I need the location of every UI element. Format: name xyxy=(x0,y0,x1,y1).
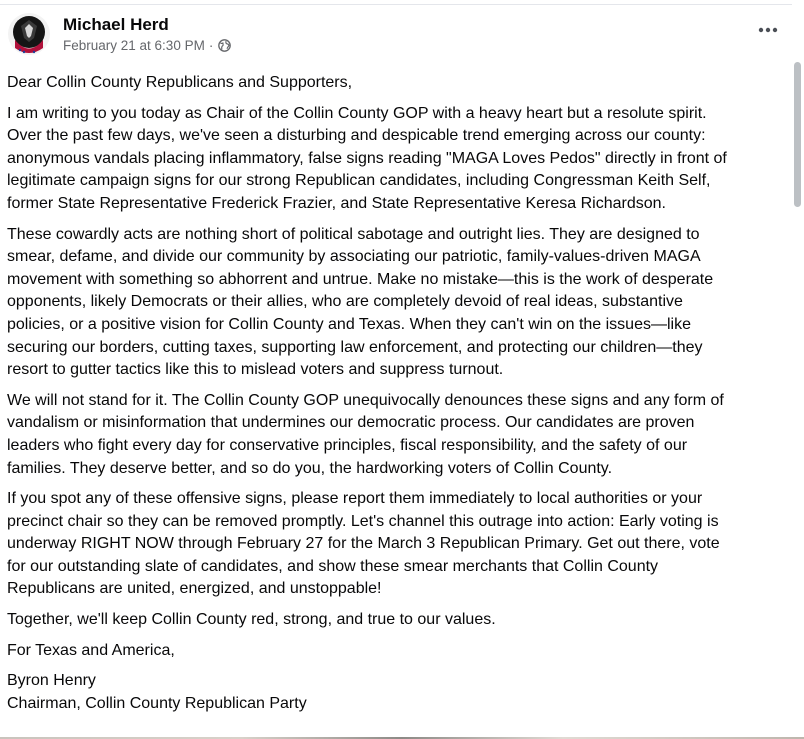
post-timestamp[interactable]: February 21 at 6:30 PM xyxy=(63,38,205,53)
text-line: I am writing to you today as Chair of the Collin County GOP with a heavy heart but a resolute spirit. xyxy=(7,104,707,122)
text-line: Republicans are united, energized, and unstoppable! xyxy=(7,580,382,598)
post-meta xyxy=(63,38,231,53)
text-line: leaders who fight every day for conservative principles, fiscal responsibility, and the safety of our xyxy=(7,436,688,454)
scrollbar[interactable] xyxy=(792,4,804,739)
text-line: families. They deserve better, and so do you, the hardworking voters of Collin County. xyxy=(7,459,613,477)
meta-separator: · xyxy=(208,38,214,53)
text-line: We will not stand for it. The Collin County GOP unequivocally denounces these signs and any form of xyxy=(7,391,724,409)
sign-off: For Texas and America, xyxy=(7,641,175,659)
greeting: Dear Collin County Republicans and Supporters, xyxy=(7,74,353,91)
more-options-icon[interactable] xyxy=(753,20,783,40)
avatar[interactable] xyxy=(7,12,51,56)
paragraph-intro xyxy=(7,103,789,216)
post-body xyxy=(7,72,789,715)
text-line: smear, defame, and divide our community by associating our patriotic, family-values-driven MAGA xyxy=(7,248,701,266)
text-line: for our outstanding slate of candidates, and show these smear merchants that Collin County xyxy=(7,557,659,575)
closing-line: Together, we'll keep Collin County red, strong, and true to our values. xyxy=(7,611,496,629)
text-line: legitimate campaign signs for our strong Republican candidates, including Congressman Keith Self, xyxy=(7,172,711,190)
text-line: movement with something so abhorrent and untrue. Make no mistake—this is the work of desperate xyxy=(7,270,714,288)
paragraph-sabotage xyxy=(7,224,789,382)
text-line: resort to gutter tactics like this to mislead voters and suppress turnout. xyxy=(7,361,504,379)
text-line: securing our borders, cutting taxes, supporting law enforcement, and protecting our children—they xyxy=(7,338,703,356)
avatar-image-icon xyxy=(7,12,51,56)
paragraph-action xyxy=(7,488,789,601)
text-line: vandalism or misinformation that undermines our democratic process. Our candidates are proven xyxy=(7,414,695,432)
paragraph-denounce xyxy=(7,390,789,480)
text-line: These cowardly acts are nothing short of political sabotage and outright lies. They are designed to xyxy=(7,225,700,243)
text-line: underway RIGHT NOW through February 27 for the March 3 Republican Primary. Get out there, vote xyxy=(7,535,720,553)
globe-icon[interactable] xyxy=(218,39,231,52)
text-line: If you spot any of these offensive signs, please report them immediately to local authorities or your xyxy=(7,490,703,508)
signature-name: Byron Henry xyxy=(7,672,96,690)
signature-title: Chairman, Collin County Republican Party xyxy=(7,694,307,712)
author-name[interactable]: Michael Herd xyxy=(63,15,169,34)
post-header xyxy=(7,12,787,62)
text-line: former State Representative Frederick Frazier, and State Representative Keresa Richardson. xyxy=(7,194,666,212)
text-line: anonymous vandals placing inflammatory, false signs reading "MAGA Loves Pedos" directly in front of xyxy=(7,149,727,167)
text-line: policies, or a positive vision for Collin County and Texas. When they can't win on the issues—like xyxy=(7,315,691,333)
text-line: precinct chair so they can be removed promptly. Let's channel this outrage into action: Early voting is xyxy=(7,512,719,530)
scrollbar-thumb[interactable] xyxy=(794,62,801,207)
text-line: opponents, likely Democrats or their allies, who are completely devoid of real ideas, substantive xyxy=(7,293,683,311)
text-line: Over the past few days, we've seen a disturbing and despicable trend emerging across our county: xyxy=(7,127,706,145)
